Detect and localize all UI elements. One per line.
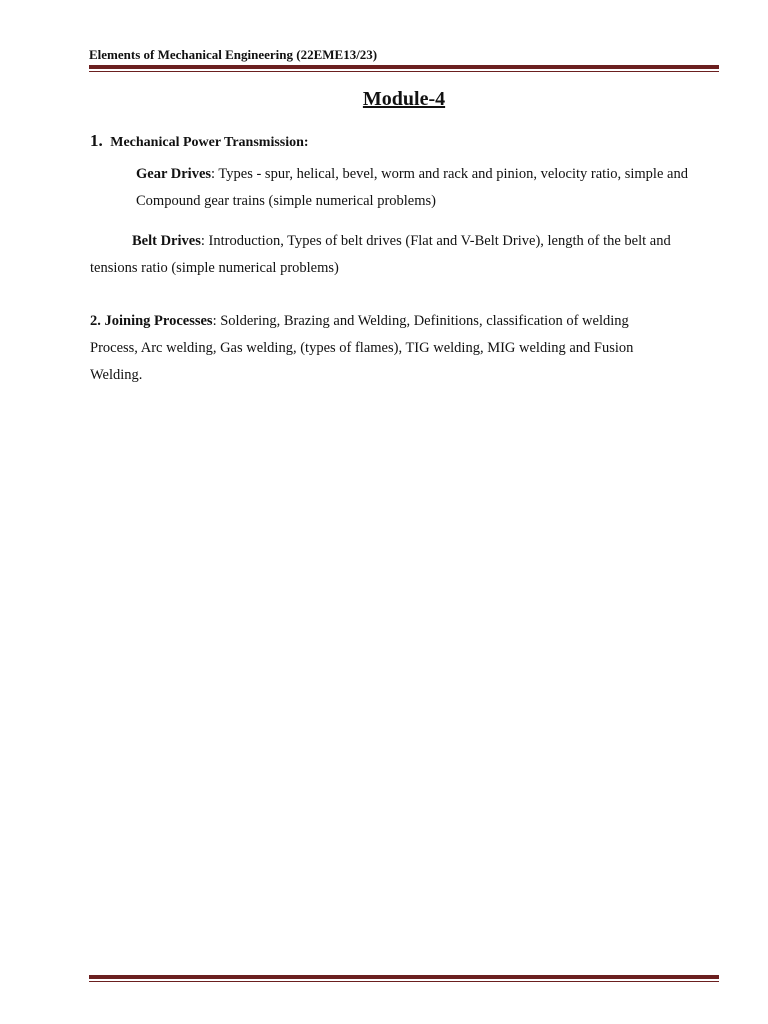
belt-drives-paragraph [90,228,710,282]
section-1-number: 1. [90,131,103,150]
header-rule-thick [89,65,719,69]
section-2-title: Joining Processes [104,313,213,329]
section-2-number: 2. [90,313,101,329]
joining-processes-text: : Soldering, Brazing and Welding, Definitions, classification of welding Process, Arc welding, Gas welding, (types of flames), TIG welding, MIG welding and Fusion Welding. [90,313,634,383]
gear-drives-text: : Types - spur, helical, bevel, worm and rack and pinion, velocity ratio, simple and Compound gear trains (simple numerical problems) [136,166,688,209]
header-rule-thin [89,71,719,72]
belt-drives-text: : Introduction, Types of belt drives (Flat and V-Belt Drive), length of the belt and tensions ratio (simple numerical problems) [90,233,671,276]
belt-drives-label: Belt Drives [132,233,201,249]
section-1-heading [90,127,309,156]
module-title: Module-4 [362,88,446,110]
joining-processes-paragraph [90,308,680,389]
footer-rule-thin [89,981,719,982]
gear-drives-label: Gear Drives [136,166,212,182]
section-1-title: Mechanical Power Transmission: [110,135,309,150]
gear-drives-paragraph [136,161,726,215]
running-header: Elements of Mechanical Engineering (22EME13/23) [89,47,378,62]
footer-rule-thick [89,975,719,979]
